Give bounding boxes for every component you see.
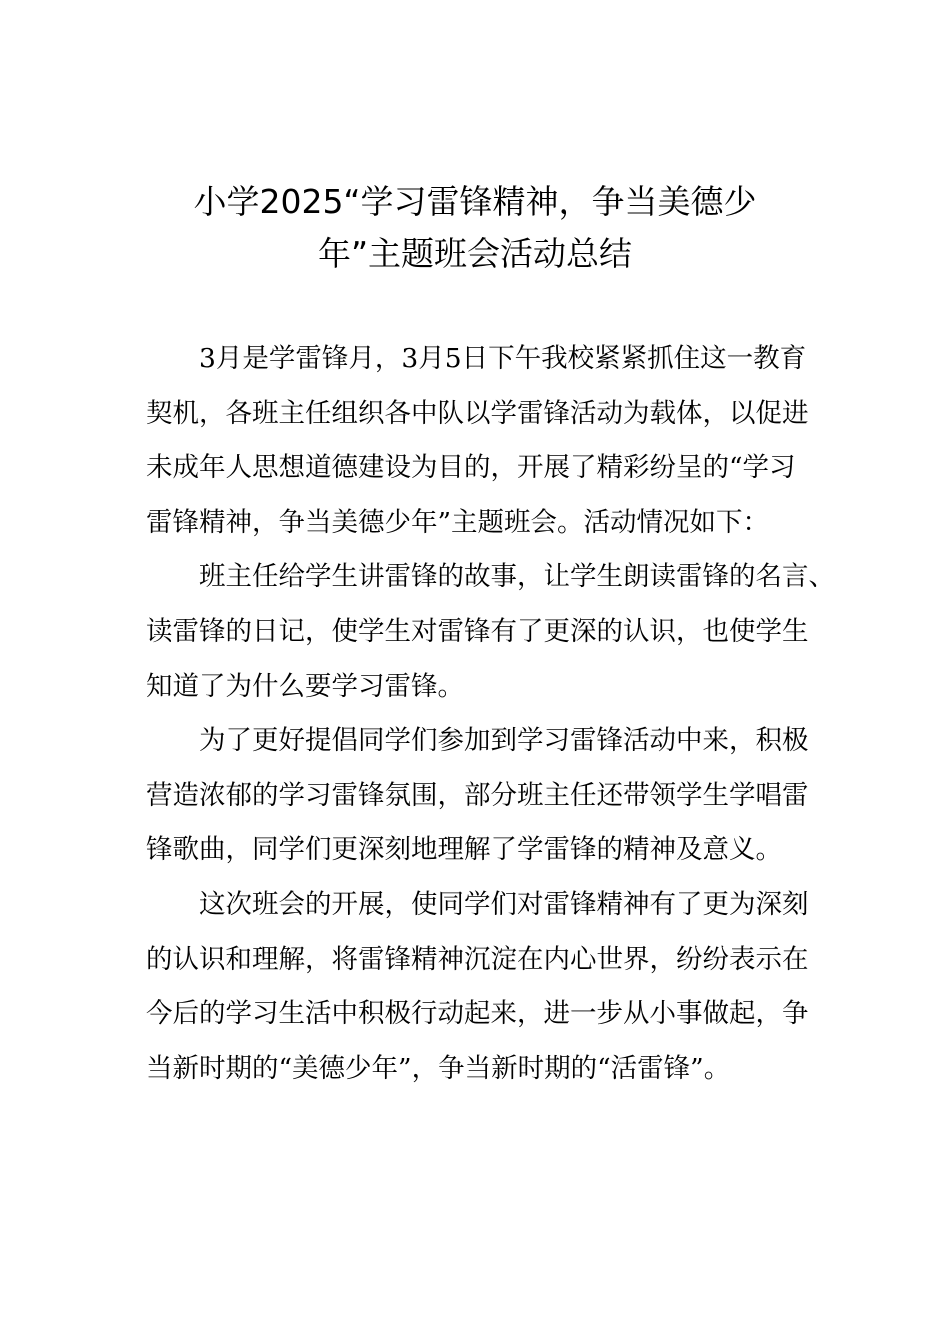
paragraph-line: 锋歌曲，同学们更深刻地理解了学雷锋的精神及意义。 [146, 834, 782, 866]
paragraph-line: 班主任给学生讲雷锋的故事，让学生朗读雷锋的名言、 [199, 561, 835, 593]
paragraph-line: 读雷锋的日记，使学生对雷锋有了更深的认识，也使学生 [146, 615, 809, 647]
title-line: 年”主题班会活动总结 [317, 234, 633, 273]
paragraph-line: 的认识和理解，将雷锋精神沉淀在内心世界，纷纷表示在 [146, 943, 809, 975]
paragraph [146, 878, 836, 1096]
document-title [140, 176, 810, 280]
paragraph-line: 雷锋精神，争当美德少年”主题班会。活动情况如下： [146, 506, 770, 538]
paragraph [146, 714, 836, 878]
paragraph-line: 营造浓郁的学习雷锋氛围，部分班主任还带领学生学唱雷 [146, 779, 809, 811]
paragraph [146, 332, 836, 550]
paragraph-line: 知道了为什么要学习雷锋。 [146, 670, 464, 702]
paragraph-line: 今后的学习生活中积极行动起来，进一步从小事做起，争 [146, 998, 809, 1030]
document-body [146, 332, 836, 1096]
paragraph-line: 未成年人思想道德建设为目的，开展了精彩纷呈的“学习 [146, 452, 796, 484]
paragraph-line: 为了更好提倡同学们参加到学习雷锋活动中来，积极 [199, 725, 809, 757]
paragraph [146, 550, 836, 714]
paragraph-line: 当新时期的“美德少年”，争当新时期的“活雷锋”。 [146, 1052, 731, 1084]
paragraph-line: 这次班会的开展，使同学们对雷锋精神有了更为深刻 [199, 888, 809, 920]
title-line: 小学2025“学习雷锋精神，争当美德少 [193, 182, 757, 221]
paragraph-line: 契机，各班主任组织各中队以学雷锋活动为载体，以促进 [146, 397, 809, 429]
paragraph-line: 3月是学雷锋月，3月5日下午我校紧紧抓住这一教育 [199, 343, 807, 374]
